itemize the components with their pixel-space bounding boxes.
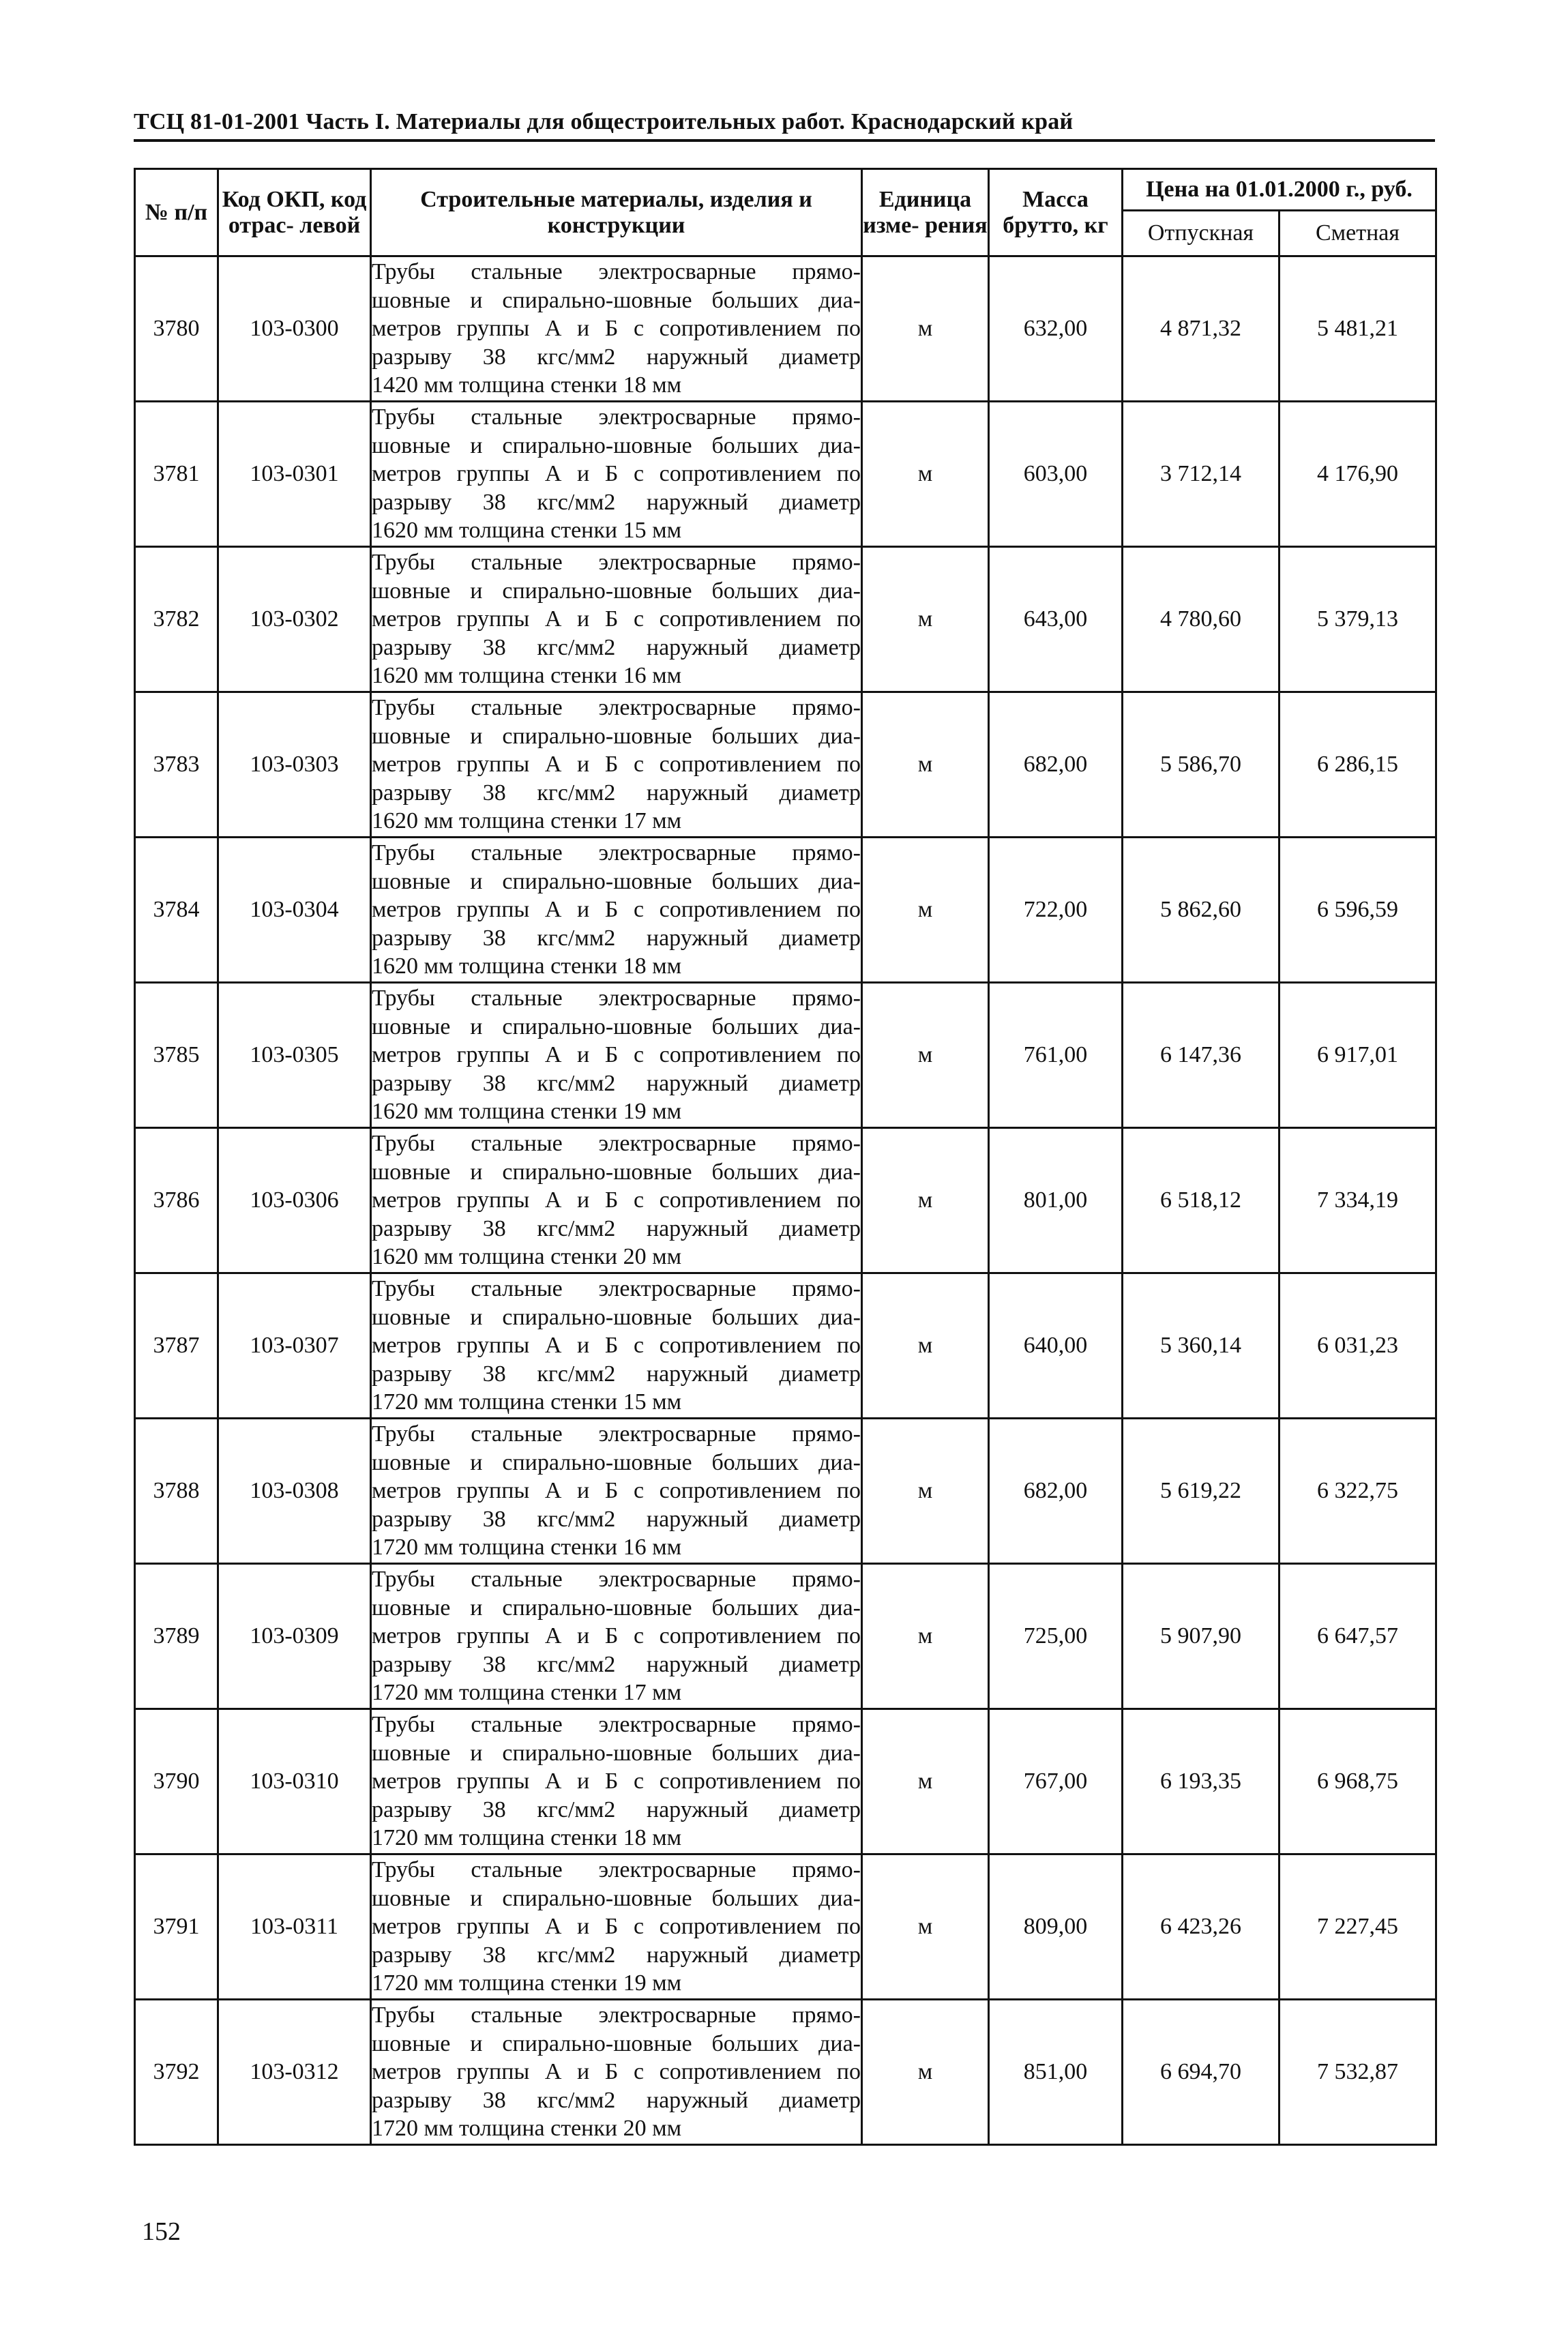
row-price-out: 5 907,90 — [1123, 1564, 1279, 1709]
description-line: разрыву 38 кгс/мм2 наружный диаметр — [372, 344, 861, 370]
description-line: разрыву 38 кгс/мм2 наружный диаметр — [372, 1070, 861, 1096]
description-line: разрыву 38 кгс/мм2 наружный диаметр — [372, 925, 861, 951]
table-body — [135, 256, 1436, 2145]
column-header-mass: Масса брутто, кг — [989, 169, 1123, 256]
description-line: 1620 мм толщина стенки 16 мм — [372, 663, 682, 689]
row-price-est: 7 334,19 — [1279, 1128, 1436, 1273]
row-price-est: 7 227,45 — [1279, 1854, 1436, 2000]
row-number: 3785 — [135, 983, 218, 1128]
description-line: метров группы А и Б с сопротивлением по — [372, 461, 861, 487]
description-line: шовные и спирально-шовные больших диа- — [372, 1014, 861, 1039]
description-line: 1620 мм толщина стенки 18 мм — [372, 953, 682, 979]
column-header-price-out: Отпускная — [1123, 211, 1279, 256]
header-rule — [134, 139, 1435, 142]
row-mass: 722,00 — [989, 838, 1123, 983]
column-header-price-est: Сметная — [1279, 211, 1436, 256]
column-header-name: Строительные материалы, изделия и конструкции — [371, 169, 862, 256]
description-line: метров группы А и Б с сопротивлением по — [372, 1914, 861, 1940]
description-line: Трубы стальные электросварные прямо- — [372, 259, 861, 285]
table-row — [135, 547, 1436, 692]
row-price-est: 4 176,90 — [1279, 402, 1436, 547]
description-line: 1620 мм толщина стенки 19 мм — [372, 1099, 682, 1125]
row-code: 103-0301 — [218, 402, 371, 547]
materials-price-table — [134, 168, 1437, 2146]
description-line: метров группы А и Б с сопротивлением по — [372, 1333, 861, 1359]
row-price-est: 5 481,21 — [1279, 256, 1436, 402]
row-mass: 761,00 — [989, 983, 1123, 1128]
table-row — [135, 983, 1436, 1128]
description-line: разрыву 38 кгс/мм2 наружный диаметр — [372, 1942, 861, 1968]
row-price-out: 5 360,14 — [1123, 1273, 1279, 1419]
table-row — [135, 256, 1436, 402]
row-description — [371, 1419, 862, 1564]
row-price-est: 6 596,59 — [1279, 838, 1436, 983]
description-line: Трубы стальные электросварные прямо- — [372, 986, 861, 1011]
description-line: 1720 мм толщина стенки 15 мм — [372, 1389, 682, 1415]
table-row — [135, 692, 1436, 838]
row-unit: м — [862, 547, 989, 692]
description-line: Трубы стальные электросварные прямо- — [372, 1276, 861, 1302]
description-line: шовные и спирально-шовные больших диа- — [372, 578, 861, 604]
description-line: разрыву 38 кгс/мм2 наружный диаметр — [372, 780, 861, 805]
row-description — [371, 256, 862, 402]
row-code: 103-0307 — [218, 1273, 371, 1419]
table-row — [135, 2000, 1436, 2145]
table-row — [135, 1564, 1436, 1709]
row-code: 103-0300 — [218, 256, 371, 402]
description-line: Трубы стальные электросварные прямо- — [372, 2002, 861, 2028]
row-number: 3789 — [135, 1564, 218, 1709]
row-code: 103-0304 — [218, 838, 371, 983]
row-description — [371, 402, 862, 547]
column-header-code-text: Код ОКП, код отрас- левой — [222, 186, 367, 238]
row-price-out: 5 586,70 — [1123, 692, 1279, 838]
description-line: шовные и спирально-шовные больших диа- — [372, 723, 861, 749]
description-line: 1620 мм толщина стенки 15 мм — [372, 518, 682, 544]
description-line: разрыву 38 кгс/мм2 наружный диаметр — [372, 1796, 861, 1822]
description-line: метров группы А и Б с сопротивлением по — [372, 1187, 861, 1213]
row-price-out: 6 694,70 — [1123, 2000, 1279, 2145]
description-line: метров группы А и Б с сопротивлением по — [372, 1769, 861, 1794]
row-mass: 643,00 — [989, 547, 1123, 692]
row-number: 3783 — [135, 692, 218, 838]
row-price-out: 4 780,60 — [1123, 547, 1279, 692]
row-number: 3786 — [135, 1128, 218, 1273]
row-mass: 725,00 — [989, 1564, 1123, 1709]
description-line: 1720 мм толщина стенки 18 мм — [372, 1825, 682, 1851]
row-mass: 767,00 — [989, 1709, 1123, 1854]
row-price-out: 5 862,60 — [1123, 838, 1279, 983]
table-row — [135, 1128, 1436, 1273]
description-line: метров группы А и Б с сопротивлением по — [372, 316, 861, 342]
row-description — [371, 1128, 862, 1273]
row-mass: 682,00 — [989, 1419, 1123, 1564]
description-line: метров группы А и Б с сопротивлением по — [372, 897, 861, 923]
row-mass: 809,00 — [989, 1854, 1123, 2000]
column-header-price-group: Цена на 01.01.2000 г., руб. — [1123, 169, 1436, 211]
row-price-est: 6 917,01 — [1279, 983, 1436, 1128]
row-unit: м — [862, 838, 989, 983]
description-line: разрыву 38 кгс/мм2 наружный диаметр — [372, 1215, 861, 1241]
row-price-est: 6 286,15 — [1279, 692, 1436, 838]
row-mass: 632,00 — [989, 256, 1123, 402]
description-line: разрыву 38 кгс/мм2 наружный диаметр — [372, 1651, 861, 1677]
description-line: шовные и спирально-шовные больших диа- — [372, 1740, 861, 1766]
row-unit: м — [862, 1564, 989, 1709]
row-number: 3790 — [135, 1709, 218, 1854]
row-code: 103-0308 — [218, 1419, 371, 1564]
description-line: шовные и спирально-шовные больших диа- — [372, 287, 861, 313]
description-line: шовные и спирально-шовные больших диа- — [372, 1159, 861, 1185]
description-line: шовные и спирально-шовные больших диа- — [372, 868, 861, 894]
row-code: 103-0306 — [218, 1128, 371, 1273]
description-line: Трубы стальные электросварные прямо- — [372, 1857, 861, 1883]
description-line: Трубы стальные электросварные прямо- — [372, 1567, 861, 1593]
description-line: шовные и спирально-шовные больших диа- — [372, 432, 861, 458]
page-number: 152 — [142, 2217, 181, 2246]
row-unit: м — [862, 1128, 989, 1273]
row-price-out: 6 193,35 — [1123, 1709, 1279, 1854]
row-description — [371, 838, 862, 983]
row-number: 3792 — [135, 2000, 218, 2145]
description-line: Трубы стальные электросварные прямо- — [372, 1712, 861, 1738]
row-unit: м — [862, 1854, 989, 2000]
table-row — [135, 1273, 1436, 1419]
column-header-unit: Единица изме- рения — [862, 169, 989, 256]
row-mass: 682,00 — [989, 692, 1123, 838]
row-mass: 603,00 — [989, 402, 1123, 547]
description-line: Трубы стальные электросварные прямо- — [372, 404, 861, 430]
row-price-out: 4 871,32 — [1123, 256, 1279, 402]
row-code: 103-0302 — [218, 547, 371, 692]
row-price-out: 6 423,26 — [1123, 1854, 1279, 2000]
row-price-out: 3 712,14 — [1123, 402, 1279, 547]
row-unit: м — [862, 692, 989, 838]
row-unit: м — [862, 983, 989, 1128]
row-price-est: 6 031,23 — [1279, 1273, 1436, 1419]
row-number: 3781 — [135, 402, 218, 547]
description-line: 1720 мм толщина стенки 16 мм — [372, 1535, 682, 1561]
row-number: 3791 — [135, 1854, 218, 2000]
row-code: 103-0309 — [218, 1564, 371, 1709]
table-row — [135, 402, 1436, 547]
description-line: разрыву 38 кгс/мм2 наружный диаметр — [372, 634, 861, 660]
description-line: разрыву 38 кгс/мм2 наружный диаметр — [372, 489, 861, 515]
table-row — [135, 838, 1436, 983]
row-description — [371, 1273, 862, 1419]
row-description — [371, 983, 862, 1128]
table-row — [135, 1419, 1436, 1564]
page-header: ТСЦ 81-01-2001 Часть I. Материалы для общестроительных работ. Краснодарский край — [134, 109, 1074, 134]
row-description — [371, 1564, 862, 1709]
row-description — [371, 1854, 862, 2000]
description-line: 1720 мм толщина стенки 19 мм — [372, 1970, 682, 1996]
description-line: 1720 мм толщина стенки 17 мм — [372, 1680, 682, 1706]
column-header-code — [218, 169, 371, 256]
row-description — [371, 1709, 862, 1854]
row-price-est: 5 379,13 — [1279, 547, 1436, 692]
row-number: 3784 — [135, 838, 218, 983]
description-line: Трубы стальные электросварные прямо- — [372, 695, 861, 721]
row-mass: 851,00 — [989, 2000, 1123, 2145]
description-line: разрыву 38 кгс/мм2 наружный диаметр — [372, 2087, 861, 2113]
row-price-out: 6 147,36 — [1123, 983, 1279, 1128]
row-code: 103-0303 — [218, 692, 371, 838]
description-line: Трубы стальные электросварные прямо- — [372, 550, 861, 576]
description-line: Трубы стальные электросварные прямо- — [372, 1421, 861, 1447]
description-line: метров группы А и Б с сопротивлением по — [372, 752, 861, 778]
description-line: метров группы А и Б с сопротивлением по — [372, 1478, 861, 1504]
description-line: шовные и спирально-шовные больших диа- — [372, 1449, 861, 1475]
row-price-est: 6 647,57 — [1279, 1564, 1436, 1709]
row-code: 103-0310 — [218, 1709, 371, 1854]
description-line: Трубы стальные электросварные прямо- — [372, 840, 861, 866]
row-mass: 640,00 — [989, 1273, 1123, 1419]
row-unit: м — [862, 402, 989, 547]
description-line: шовные и спирально-шовные больших диа- — [372, 1304, 861, 1330]
row-price-est: 6 322,75 — [1279, 1419, 1436, 1564]
row-number: 3787 — [135, 1273, 218, 1419]
row-unit: м — [862, 2000, 989, 2145]
description-line: шовные и спирально-шовные больших диа- — [372, 1885, 861, 1911]
column-header-number: № п/п — [135, 169, 218, 256]
row-description — [371, 547, 862, 692]
description-line: метров группы А и Б с сопротивлением по — [372, 1042, 861, 1068]
row-price-out: 6 518,12 — [1123, 1128, 1279, 1273]
row-unit: м — [862, 256, 989, 402]
description-line: метров группы А и Б с сопротивлением по — [372, 606, 861, 632]
row-price-est: 6 968,75 — [1279, 1709, 1436, 1854]
description-line: метров группы А и Б с сопротивлением по — [372, 1623, 861, 1649]
description-line: 1620 мм толщина стенки 20 мм — [372, 1244, 682, 1270]
description-line: 1420 мм толщина стенки 18 мм — [372, 372, 682, 398]
row-number: 3782 — [135, 547, 218, 692]
row-code: 103-0312 — [218, 2000, 371, 2145]
description-line: разрыву 38 кгс/мм2 наружный диаметр — [372, 1361, 861, 1387]
row-unit: м — [862, 1273, 989, 1419]
description-line: шовные и спирально-шовные больших диа- — [372, 1595, 861, 1621]
row-description — [371, 2000, 862, 2145]
description-line: разрыву 38 кгс/мм2 наружный диаметр — [372, 1506, 861, 1532]
description-line: Трубы стальные электросварные прямо- — [372, 1131, 861, 1157]
row-price-est: 7 532,87 — [1279, 2000, 1436, 2145]
table-row — [135, 1709, 1436, 1854]
row-number: 3780 — [135, 256, 218, 402]
description-line: шовные и спирально-шовные больших диа- — [372, 2030, 861, 2056]
description-line: 1720 мм толщина стенки 20 мм — [372, 2116, 682, 2142]
row-code: 103-0305 — [218, 983, 371, 1128]
row-mass: 801,00 — [989, 1128, 1123, 1273]
row-unit: м — [862, 1709, 989, 1854]
row-description — [371, 692, 862, 838]
row-number: 3788 — [135, 1419, 218, 1564]
row-code: 103-0311 — [218, 1854, 371, 2000]
description-line: 1620 мм толщина стенки 17 мм — [372, 808, 682, 834]
row-unit: м — [862, 1419, 989, 1564]
row-price-out: 5 619,22 — [1123, 1419, 1279, 1564]
table-row — [135, 1854, 1436, 2000]
description-line: метров группы А и Б с сопротивлением по — [372, 2059, 861, 2085]
